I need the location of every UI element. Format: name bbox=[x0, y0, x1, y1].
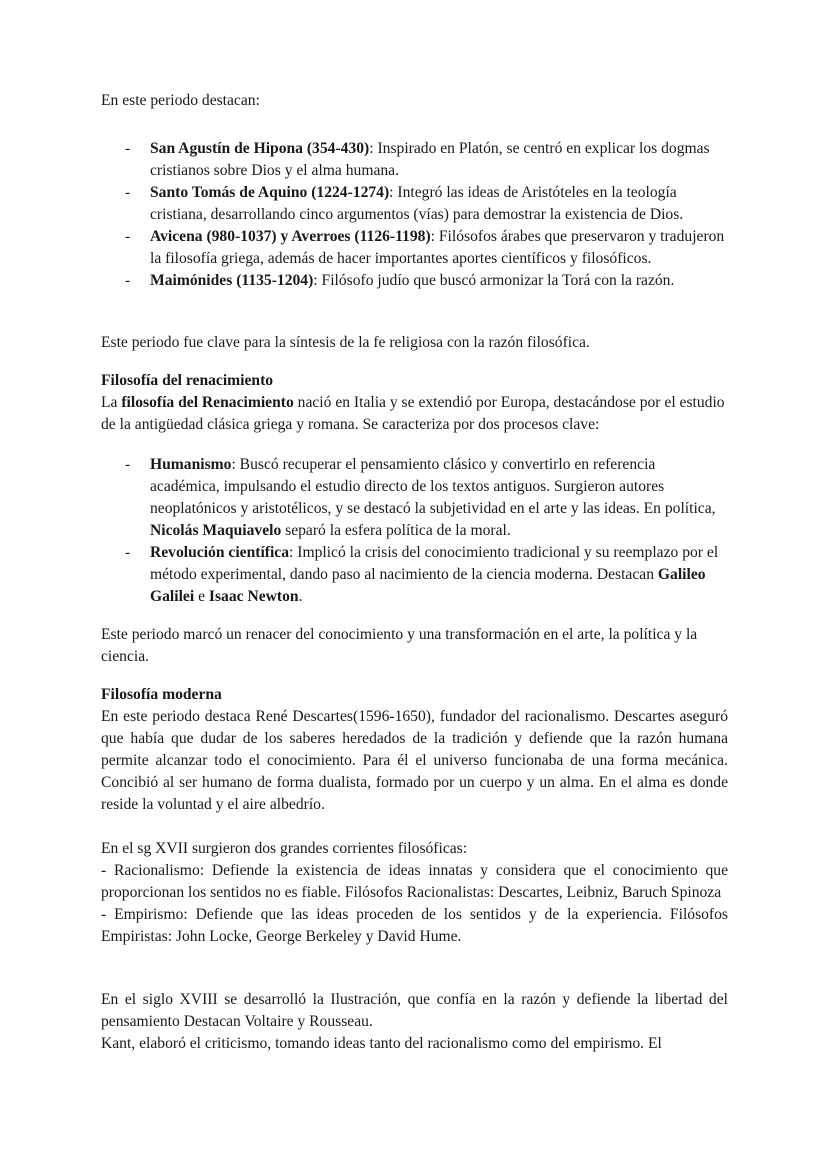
renaissance-processes-list bbox=[101, 454, 728, 608]
philosopher-description: : Inspirado en Platón, se centró en explicar los dogmas cristianos sobre Dios y el alma humana. bbox=[150, 140, 710, 179]
rationalism-paragraph: - Racionalismo: Defiende la existencia de ideas innatas y considera que el conocimiento que proporcionan los sentidos no es fiable. Filósofos Racionalistas: Descartes, Leibniz, Baruch Spinoza bbox=[101, 862, 728, 901]
text: separó la esfera política de la moral. bbox=[281, 522, 511, 539]
modern-section bbox=[101, 684, 728, 816]
dash-bullet: - bbox=[125, 544, 131, 561]
philosopher-name: Santo Tomás de Aquino (1224-1274) bbox=[150, 184, 390, 201]
list-item bbox=[101, 270, 728, 292]
list-item bbox=[101, 542, 728, 608]
text: : Buscó recuperar el pensamiento clásico y convertirlo en referencia académica, impulsando el estudio directo de los textos antiguos. Surgieron autores neoplatónicos y aristotélicos, y se destacó la subjetividad en el arte y las ideas. En política, bbox=[150, 456, 716, 517]
text: e bbox=[194, 588, 209, 605]
currents-intro: En el sg XVII surgieron dos grandes corrientes filosóficas: bbox=[101, 840, 468, 857]
list-item bbox=[101, 226, 728, 270]
renaissance-conclusion: Este periodo marcó un renacer del conocimiento y una transformación en el arte, la política y la ciencia. bbox=[101, 626, 698, 665]
descartes-paragraph: En este periodo destaca René Descartes(1596-1650), fundador del racionalismo. Descartes aseguró que había que dudar de los saberes heredados de la tradición y defiende que la razón humana permite alcanzar todo el conocimiento. Para él el universo funcionaba de una forma mecánica. Concibió al ser humano de forma dualista, formado por un cuerpo y un alma. En el alma es donde reside la voluntad y el aire albedrío. bbox=[101, 708, 728, 813]
dash-bullet: - bbox=[125, 140, 131, 157]
bold-text: Humanismo bbox=[150, 456, 232, 473]
medieval-conclusion: Este periodo fue clave para la síntesis de la fe religiosa con la razón filosófica. bbox=[101, 334, 590, 351]
list-item bbox=[101, 454, 728, 542]
renaissance-section bbox=[101, 370, 728, 436]
bold-text: filosofía del Renacimiento bbox=[121, 394, 294, 411]
dash-bullet: - bbox=[125, 456, 131, 473]
medieval-philosophers-list bbox=[101, 138, 728, 292]
text: : Implicó la crisis del conocimiento tradicional y su reemplazo por el método experimental, dando paso al nacimiento de la ciencia moderna. Destacan bbox=[150, 544, 719, 583]
bold-text: Nicolás Maquiavelo bbox=[150, 522, 282, 539]
bold-text: Galileo Galilei bbox=[150, 566, 706, 605]
section-heading: Filosofía moderna bbox=[101, 686, 222, 703]
bold-text: Revolución científica bbox=[150, 544, 290, 561]
enlightenment-section bbox=[101, 989, 728, 1055]
dash-bullet: - bbox=[125, 272, 131, 289]
list-item bbox=[101, 182, 728, 226]
philosopher-name: Maimónides (1135-1204) bbox=[150, 272, 314, 289]
currents-section bbox=[101, 838, 728, 948]
philosopher-description: : Integró las ideas de Aristóteles en la teología cristiana, desarrollando cinco argumentos (vías) para demostrar la existencia de Dios. bbox=[150, 184, 684, 223]
text: nació en Italia y se extendió por Europa, destacándose por el estudio de la antigüedad clásica griega y romana. Se caracteriza por dos procesos clave: bbox=[101, 394, 725, 433]
philosopher-description: : Filósofos árabes que preservaron y tradujeron la filosofía griega, además de hacer importantes aportes científicos y filosóficos. bbox=[150, 228, 725, 267]
enlightenment-paragraph: En el siglo XVIII se desarrolló la Ilustración, que confía en la razón y defiende la libertad del pensamiento Destacan Voltaire y Rousseau. bbox=[101, 991, 728, 1030]
philosopher-name: Avicena (980-1037) y Averroes (1126-1198) bbox=[150, 228, 431, 245]
medieval-intro: En este periodo destacan: bbox=[101, 92, 260, 109]
philosopher-description: : Filósofo judío que buscó armonizar la Torá con la razón. bbox=[313, 272, 675, 289]
bold-text: Isaac Newton bbox=[208, 588, 299, 605]
text: . bbox=[298, 588, 303, 605]
empiricism-paragraph: - Empirismo: Defiende que las ideas proceden de los sentidos y de la experiencia. Filósofos Empiristas: John Locke, George Berkeley y David Hume. bbox=[101, 906, 728, 945]
dash-bullet: - bbox=[125, 184, 131, 201]
renaissance-intro bbox=[101, 392, 728, 436]
text: La bbox=[101, 394, 122, 411]
philosopher-name: San Agustín de Hipona (354-430) bbox=[150, 140, 370, 157]
dash-bullet: - bbox=[125, 228, 131, 245]
list-item bbox=[101, 138, 728, 182]
kant-paragraph: Kant, elaboró el criticismo, tomando ideas tanto del racionalismo como del empirismo. El bbox=[101, 1035, 662, 1052]
section-heading: Filosofía del renacimiento bbox=[101, 372, 274, 389]
